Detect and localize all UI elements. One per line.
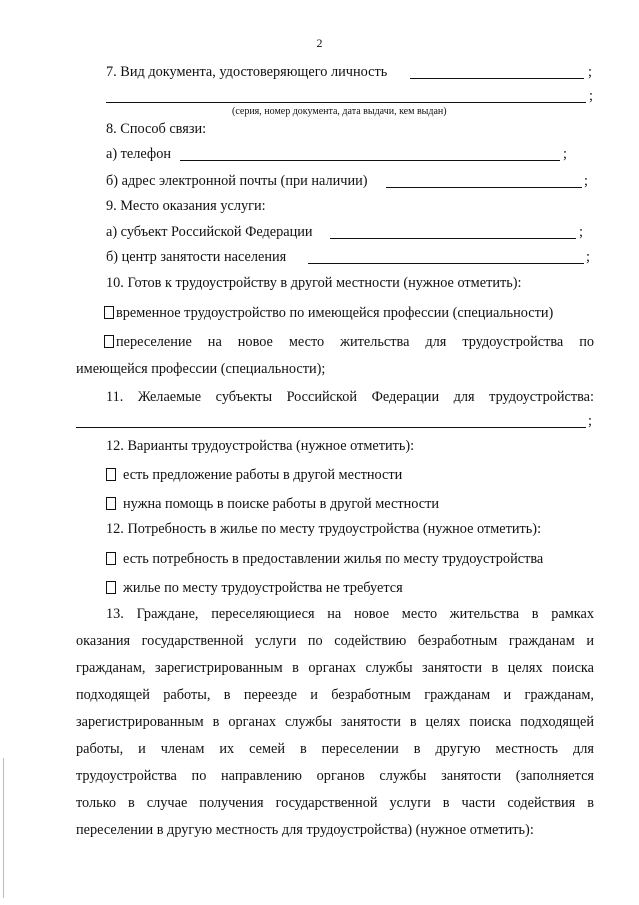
item9-center-end: ;: [586, 249, 590, 265]
item13-line-9: переселении в другую местность для трудоустройства) (нужное отметить):: [76, 822, 534, 838]
item8-email-field[interactable]: [386, 187, 582, 188]
item12b-option-need[interactable]: [106, 550, 543, 568]
item9-subject-field[interactable]: [330, 238, 576, 239]
item9-title: 9. Место оказания услуги:: [106, 198, 266, 214]
item13-line-3: гражданам, зарегистрированным в органах службы занятости в целях поиска: [76, 660, 594, 676]
item12b-need-label: есть потребность в предоставлении жилья по месту трудоустройства: [123, 551, 544, 567]
item13-line-1: 13. Граждане, переселяющиеся на новое место жительства в рамках: [106, 606, 594, 622]
item8-phone-label: а) телефон: [106, 146, 171, 162]
item8-email-label: б) адрес электронной почты (при наличии): [106, 173, 368, 189]
item13-line-4: подходящей работы, в переезде и безработным гражданам и гражданам,: [76, 687, 594, 703]
item10-temporary-checkbox[interactable]: [104, 306, 114, 319]
item13-line-8: только в случае получения государственной услуги в части содействия в: [76, 795, 594, 811]
item11-label: 11. Желаемые субъекты Российской Федерации для трудоустройства:: [106, 389, 594, 405]
item12a-help-label: нужна помощь в поиске работы в другой местности: [123, 496, 440, 512]
item10-option-temporary[interactable]: [104, 304, 553, 322]
item10-option-relocation[interactable]: [104, 333, 594, 351]
item8-title: 8. Способ связи:: [106, 121, 207, 137]
item7-details-field[interactable]: [106, 102, 586, 103]
item12a-offer-checkbox[interactable]: [106, 468, 116, 481]
item13-line-2: оказания государственной услуги по содействию безработным гражданам и: [76, 633, 594, 649]
item12a-option-help[interactable]: [106, 495, 439, 513]
item7-document-field[interactable]: [410, 78, 584, 79]
item12b-option-noneed[interactable]: [106, 579, 403, 597]
item11-subjects-field[interactable]: [76, 427, 586, 428]
item10-temporary-label: временное трудоустройство по имеющейся профессии (специальности): [116, 305, 554, 321]
item12a-offer-label: есть предложение работы в другой местности: [123, 467, 403, 483]
item8-phone-field[interactable]: [180, 160, 560, 161]
item9-subject-label: а) субъект Российской Федерации: [106, 224, 313, 240]
item13-line-7: трудоустройства по направлению органов службы занятости (заполняется: [76, 768, 594, 784]
item8-email-end: ;: [584, 173, 588, 189]
item7-row: [106, 63, 387, 81]
item10-relocation-checkbox[interactable]: [104, 335, 114, 348]
page-number: 2: [316, 36, 323, 50]
item7-end2: ;: [589, 88, 593, 104]
scan-edge-mark: [3, 758, 4, 898]
item7-caption: (серия, номер документа, дата выдачи, кем выдан): [232, 106, 447, 117]
item10-relocation-label-cont: имеющейся профессии (специальности);: [76, 361, 326, 377]
item12b-noneed-label: жилье по месту трудоустройства не требуется: [123, 580, 403, 596]
item12a-title: 12. Варианты трудоустройства (нужное отметить):: [106, 438, 415, 454]
item11-end: ;: [588, 413, 592, 429]
item13-line-6: работы, и членам их семей в переселении в другую местность для: [76, 741, 594, 757]
item12a-help-checkbox[interactable]: [106, 497, 116, 510]
item13-line-5: зарегистрированным в органах службы занятости в целях поиска подходящей: [76, 714, 594, 730]
item9-center-label: б) центр занятости населения: [106, 249, 287, 265]
item12b-need-checkbox[interactable]: [106, 552, 116, 565]
item9-center-field[interactable]: [308, 263, 584, 264]
item9-subject-end: ;: [579, 224, 583, 240]
item12b-noneed-checkbox[interactable]: [106, 581, 116, 594]
item10-title: 10. Готов к трудоустройству в другой местности (нужное отметить):: [106, 275, 522, 291]
item12a-option-offer[interactable]: [106, 466, 402, 484]
item7-label: 7. Вид документа, удостоверяющего личность: [106, 64, 388, 80]
item10-relocation-label: переселение на новое место жительства для трудоустройства по: [116, 334, 594, 350]
item7-end1: ;: [588, 64, 592, 80]
item12b-title: 12. Потребность в жилье по месту трудоустройства (нужное отметить):: [106, 521, 542, 537]
item8-phone-end: ;: [563, 146, 567, 162]
